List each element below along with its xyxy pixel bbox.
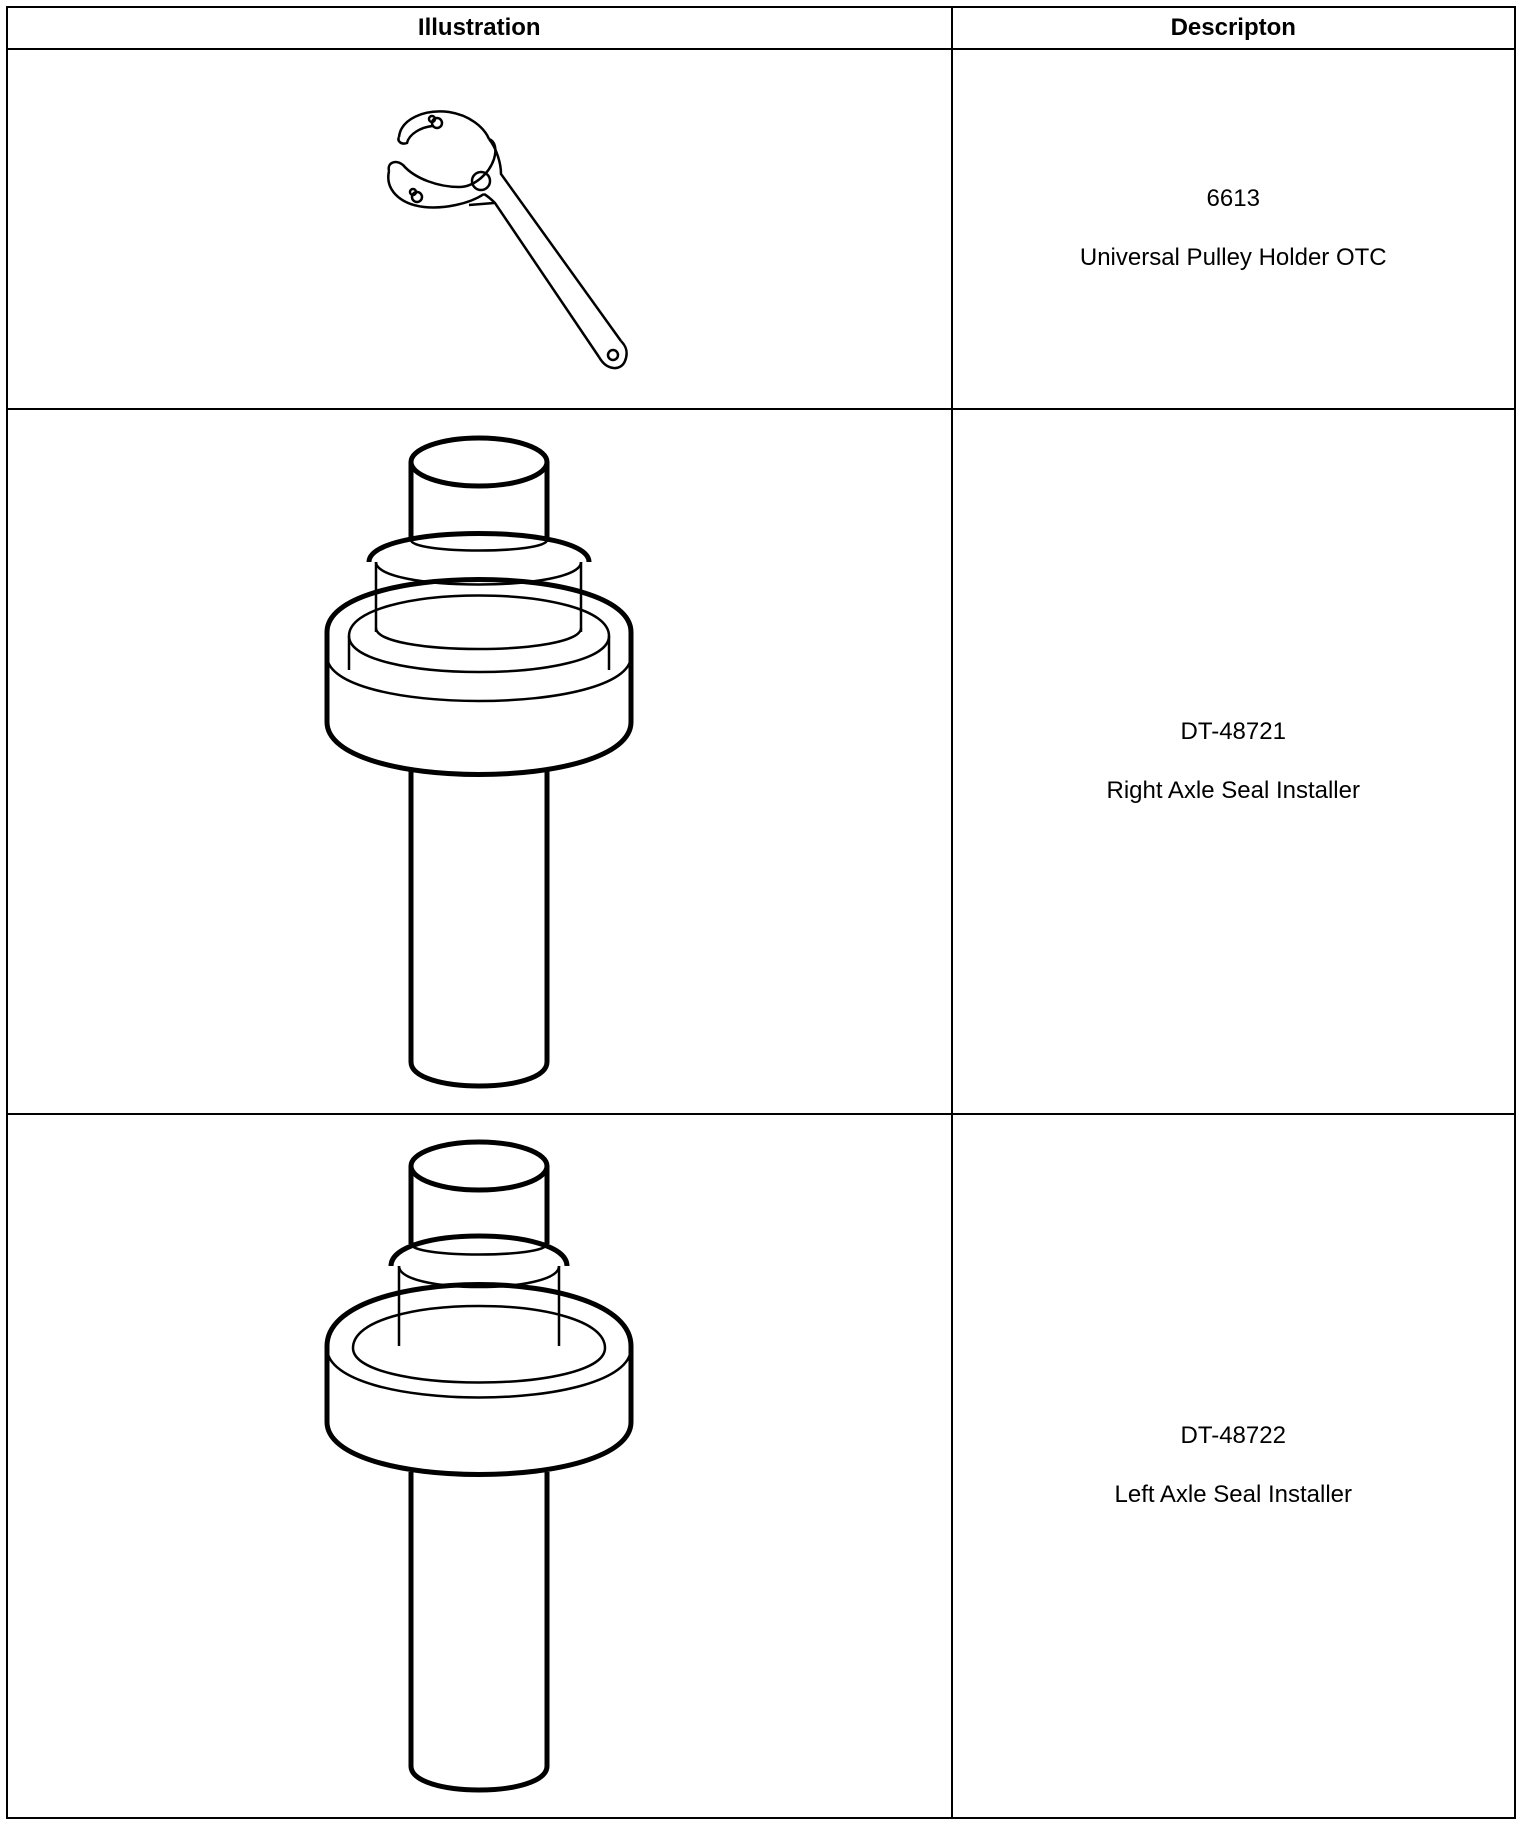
table-header-row [7,7,1515,49]
axle-seal-installer-icon [319,422,639,1102]
illustration-column-header: Illustration [7,7,952,49]
tool-name: Universal Pulley Holder OTC [1079,244,1387,271]
tool-name: Right Axle Seal Installer [1106,776,1360,804]
tool-name: Left Axle Seal Installer [1114,1481,1352,1508]
illustration-cell [7,49,952,409]
description-column-header: Descripton [952,7,1516,49]
special-tools-table [6,6,1516,1819]
description-cell [952,409,1516,1114]
tool-number: DT-48721 [1180,717,1286,745]
description-cell [952,49,1516,409]
tool-number: 6613 [1206,185,1260,213]
axle-seal-installer-icon [319,1126,639,1806]
table-row [7,1114,1515,1818]
illustration-cell [7,1114,952,1818]
tool-number: DT-48722 [1180,1422,1286,1450]
description-cell [952,1114,1516,1818]
illustration-cell [7,409,952,1114]
spanner-wrench-icon [329,79,629,379]
table-row [7,409,1515,1114]
table-row [7,49,1515,409]
